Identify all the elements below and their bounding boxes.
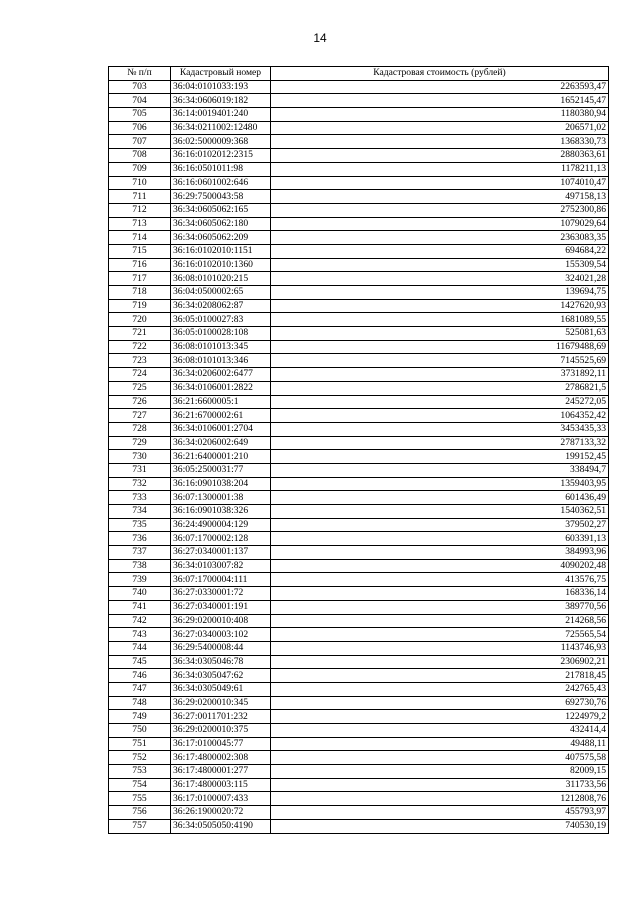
cell-cadastral-number: 36:34:0605062:209 [171,231,271,245]
cell-cadastral-number: 36:34:0103007:82 [171,559,271,573]
cell-cadastral-number: 36:08:0101013:345 [171,340,271,354]
cell-cadastral-value: 455793,97 [271,806,609,820]
cell-cadastral-value: 384993,96 [271,546,609,560]
table-row [109,682,609,696]
table-row [109,641,609,655]
cell-cadastral-number: 36:27:0340003:102 [171,628,271,642]
cell-cadastral-number: 36:16:0901038:326 [171,505,271,519]
cell-row-number: 727 [109,409,171,423]
cell-cadastral-value: 1368330,73 [271,135,609,149]
cell-row-number: 710 [109,176,171,190]
cell-cadastral-number: 36:29:7500043:58 [171,190,271,204]
cell-cadastral-number: 36:34:0106001:2704 [171,422,271,436]
table-row [109,422,609,436]
table-row [109,149,609,163]
cell-cadastral-number: 36:34:0305049:61 [171,682,271,696]
cell-cadastral-value: 1178211,13 [271,162,609,176]
cell-cadastral-value: 407575,58 [271,751,609,765]
cell-cadastral-value: 214268,56 [271,614,609,628]
cell-cadastral-number: 36:16:0102012:2315 [171,149,271,163]
cell-row-number: 757 [109,819,171,833]
cell-row-number: 722 [109,340,171,354]
cell-cadastral-number: 36:34:0106001:2822 [171,381,271,395]
cell-row-number: 724 [109,368,171,382]
cell-row-number: 718 [109,286,171,300]
table-row [109,573,609,587]
cell-row-number: 720 [109,313,171,327]
cell-cadastral-number: 36:05:0100027:83 [171,313,271,327]
cell-cadastral-number: 36:04:0500002:65 [171,286,271,300]
table-row [109,696,609,710]
table-row [109,463,609,477]
table-row [109,108,609,122]
cell-row-number: 708 [109,149,171,163]
table-row [109,765,609,779]
cell-row-number: 726 [109,395,171,409]
table-row [109,614,609,628]
cell-cadastral-value: 155309,54 [271,258,609,272]
cell-cadastral-value: 1681089,55 [271,313,609,327]
table-row [109,724,609,738]
cell-row-number: 712 [109,203,171,217]
table-row [109,121,609,135]
cell-row-number: 750 [109,724,171,738]
cell-row-number: 709 [109,162,171,176]
cell-row-number: 713 [109,217,171,231]
table-row [109,819,609,833]
table-row [109,436,609,450]
cell-cadastral-value: 338494,7 [271,463,609,477]
cell-cadastral-number: 36:05:0100028:108 [171,327,271,341]
cell-cadastral-number: 36:17:0100007:433 [171,792,271,806]
table-row [109,792,609,806]
table-header-row [109,67,609,81]
cell-row-number: 734 [109,505,171,519]
cell-row-number: 739 [109,573,171,587]
cell-cadastral-value: 601436,49 [271,491,609,505]
cell-cadastral-value: 497158,13 [271,190,609,204]
cell-cadastral-value: 694684,22 [271,244,609,258]
cell-row-number: 703 [109,80,171,94]
table-row [109,491,609,505]
header-cadastral-value: Кадастровая стоимость (рублей) [271,67,609,81]
table-row [109,217,609,231]
cell-cadastral-number: 36:34:0606019:182 [171,94,271,108]
cell-cadastral-value: 1079029,64 [271,217,609,231]
table-row [109,80,609,94]
table-row [109,518,609,532]
cell-row-number: 748 [109,696,171,710]
cell-cadastral-value: 2752300,86 [271,203,609,217]
cell-row-number: 707 [109,135,171,149]
cell-row-number: 716 [109,258,171,272]
cell-cadastral-number: 36:07:1700002:128 [171,532,271,546]
cell-cadastral-value: 4090202,48 [271,559,609,573]
cell-cadastral-number: 36:34:0305047:62 [171,669,271,683]
cell-cadastral-number: 36:29:0200010:408 [171,614,271,628]
table-row [109,299,609,313]
cell-cadastral-value: 525081,63 [271,327,609,341]
table-row [109,710,609,724]
table-row [109,778,609,792]
table-row [109,600,609,614]
table-row [109,395,609,409]
cell-row-number: 732 [109,477,171,491]
cell-cadastral-number: 36:16:0102010:1360 [171,258,271,272]
cell-cadastral-number: 36:29:0200010:375 [171,724,271,738]
cell-cadastral-value: 2263593,47 [271,80,609,94]
header-row-number: № п/п [109,67,171,81]
cell-cadastral-value: 3453435,33 [271,422,609,436]
table-row [109,381,609,395]
cell-cadastral-number: 36:07:1700004:111 [171,573,271,587]
table-row [109,313,609,327]
cell-row-number: 746 [109,669,171,683]
cell-cadastral-value: 139694,75 [271,286,609,300]
cell-cadastral-number: 36:17:4800001:277 [171,765,271,779]
cell-cadastral-number: 36:14:0019401:240 [171,108,271,122]
cell-cadastral-value: 49488,11 [271,737,609,751]
cell-cadastral-value: 725565,54 [271,628,609,642]
cell-row-number: 749 [109,710,171,724]
cell-row-number: 751 [109,737,171,751]
table-row [109,751,609,765]
cell-cadastral-value: 1064352,42 [271,409,609,423]
cell-cadastral-number: 36:34:0206002:6477 [171,368,271,382]
cell-cadastral-value: 217818,45 [271,669,609,683]
table-row [109,258,609,272]
cell-cadastral-number: 36:34:0206002:649 [171,436,271,450]
table-row [109,244,609,258]
table-row [109,505,609,519]
cell-cadastral-number: 36:04:0101033:193 [171,80,271,94]
cell-cadastral-number: 36:26:1900020:72 [171,806,271,820]
cell-cadastral-value: 7145525,69 [271,354,609,368]
cell-cadastral-number: 36:34:0605062:165 [171,203,271,217]
cell-cadastral-number: 36:17:4800002:308 [171,751,271,765]
cell-row-number: 735 [109,518,171,532]
cell-row-number: 730 [109,450,171,464]
table-row [109,409,609,423]
table-row [109,450,609,464]
cell-cadastral-value: 1427620,93 [271,299,609,313]
cell-cadastral-value: 206571,02 [271,121,609,135]
cell-cadastral-value: 324021,28 [271,272,609,286]
cell-row-number: 704 [109,94,171,108]
cell-cadastral-value: 432414,4 [271,724,609,738]
cell-row-number: 737 [109,546,171,560]
cell-row-number: 729 [109,436,171,450]
cell-cadastral-value: 168336,14 [271,587,609,601]
cell-cadastral-value: 413576,75 [271,573,609,587]
cell-cadastral-value: 1180380,94 [271,108,609,122]
table-row [109,286,609,300]
cell-cadastral-number: 36:08:0101020:215 [171,272,271,286]
cell-cadastral-value: 1652145,47 [271,94,609,108]
page-number: 14 [313,31,327,45]
cell-cadastral-number: 36:34:0211002:12480 [171,121,271,135]
cell-cadastral-number: 36:24:4900004:129 [171,518,271,532]
header-cadastral-number: Кадастровый номер [171,67,271,81]
table-row [109,340,609,354]
table-row [109,203,609,217]
cell-cadastral-number: 36:16:0102010:1151 [171,244,271,258]
cell-cadastral-number: 36:16:0901038:204 [171,477,271,491]
cell-cadastral-number: 36:07:1300001:38 [171,491,271,505]
cell-cadastral-value: 245272,05 [271,395,609,409]
table-row [109,669,609,683]
cell-cadastral-value: 1212808,76 [271,792,609,806]
cell-row-number: 743 [109,628,171,642]
cell-row-number: 705 [109,108,171,122]
cell-row-number: 742 [109,614,171,628]
cell-cadastral-number: 36:27:0330001:72 [171,587,271,601]
cell-cadastral-value: 199152,45 [271,450,609,464]
cell-cadastral-value: 389770,56 [271,600,609,614]
cell-cadastral-value: 1074010,47 [271,176,609,190]
cell-row-number: 738 [109,559,171,573]
cell-cadastral-number: 36:29:0200010:345 [171,696,271,710]
table-row [109,737,609,751]
cell-row-number: 714 [109,231,171,245]
table-row [109,190,609,204]
cell-cadastral-number: 36:17:4800003:115 [171,778,271,792]
cell-row-number: 725 [109,381,171,395]
cell-row-number: 717 [109,272,171,286]
table-row [109,354,609,368]
cell-cadastral-value: 82009,15 [271,765,609,779]
cell-row-number: 715 [109,244,171,258]
table-row [109,272,609,286]
table-row [109,94,609,108]
cell-cadastral-number: 36:29:5400008:44 [171,641,271,655]
cell-row-number: 733 [109,491,171,505]
cell-row-number: 744 [109,641,171,655]
cell-cadastral-value: 2880363,61 [271,149,609,163]
cell-cadastral-value: 1359403,95 [271,477,609,491]
table-body [109,80,609,833]
table-row [109,176,609,190]
cell-cadastral-value: 740530,19 [271,819,609,833]
cell-cadastral-number: 36:34:0605062:180 [171,217,271,231]
cell-cadastral-number: 36:27:0340001:137 [171,546,271,560]
cell-cadastral-number: 36:21:6700002:61 [171,409,271,423]
cell-cadastral-number: 36:17:0100045:77 [171,737,271,751]
cell-cadastral-value: 2306902,21 [271,655,609,669]
cell-row-number: 753 [109,765,171,779]
cell-cadastral-value: 242765,43 [271,682,609,696]
table-row [109,628,609,642]
cell-row-number: 721 [109,327,171,341]
cell-row-number: 728 [109,422,171,436]
cell-cadastral-number: 36:02:5000009:368 [171,135,271,149]
table-row [109,655,609,669]
cell-row-number: 731 [109,463,171,477]
cell-cadastral-value: 1224979,2 [271,710,609,724]
cell-cadastral-number: 36:21:6600005:1 [171,395,271,409]
cell-cadastral-value: 2363083,35 [271,231,609,245]
table-row [109,559,609,573]
cell-cadastral-number: 36:27:0340001:191 [171,600,271,614]
cell-cadastral-value: 1143746,93 [271,641,609,655]
table-row [109,587,609,601]
cell-cadastral-number: 36:21:6400001:210 [171,450,271,464]
cell-cadastral-value: 3731892,11 [271,368,609,382]
cell-cadastral-number: 36:34:0208062:87 [171,299,271,313]
cell-cadastral-number: 36:34:0505050:4190 [171,819,271,833]
cell-row-number: 754 [109,778,171,792]
cell-cadastral-value: 603391,13 [271,532,609,546]
cell-row-number: 736 [109,532,171,546]
table-row [109,546,609,560]
cell-cadastral-value: 1540362,51 [271,505,609,519]
table-row [109,368,609,382]
cell-cadastral-value: 2786821,5 [271,381,609,395]
table-row [109,477,609,491]
cell-row-number: 706 [109,121,171,135]
table-row [109,806,609,820]
table-row [109,135,609,149]
table-row [109,532,609,546]
cell-cadastral-number: 36:16:0501011:98 [171,162,271,176]
table-row [109,162,609,176]
cell-row-number: 741 [109,600,171,614]
cell-row-number: 723 [109,354,171,368]
table-row [109,231,609,245]
cell-row-number: 755 [109,792,171,806]
cell-row-number: 711 [109,190,171,204]
cadastral-value-table [108,66,609,834]
cell-cadastral-number: 36:16:0601002:646 [171,176,271,190]
cell-cadastral-number: 36:08:0101013:346 [171,354,271,368]
cell-row-number: 740 [109,587,171,601]
cell-cadastral-value: 2787133,32 [271,436,609,450]
cell-cadastral-value: 379502,27 [271,518,609,532]
cell-cadastral-number: 36:34:0305046:78 [171,655,271,669]
cell-cadastral-value: 692730,76 [271,696,609,710]
table-row [109,327,609,341]
cell-row-number: 747 [109,682,171,696]
cell-row-number: 752 [109,751,171,765]
cell-cadastral-value: 11679488,69 [271,340,609,354]
cell-row-number: 756 [109,806,171,820]
cell-row-number: 719 [109,299,171,313]
cell-row-number: 745 [109,655,171,669]
cell-cadastral-number: 36:05:2500031:77 [171,463,271,477]
cell-cadastral-value: 311733,56 [271,778,609,792]
cell-cadastral-number: 36:27:0011701:232 [171,710,271,724]
